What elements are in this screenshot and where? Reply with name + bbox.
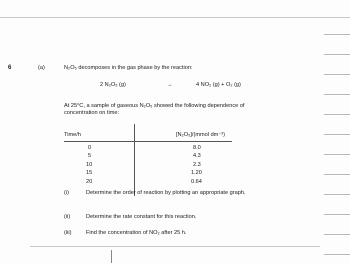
subpart-text: Determine the rate constant for this reaction. xyxy=(86,214,197,220)
answer-rule xyxy=(324,34,350,35)
table-cell-time: 15 xyxy=(86,170,93,176)
condition-line-1: At 25°C, a sample of gaseous N₂O₅ showed the following dependence of xyxy=(64,103,245,109)
answer-rule xyxy=(324,134,350,135)
condition-line-2: concentration on time: xyxy=(64,110,120,116)
table-column-divider xyxy=(134,124,135,196)
top-rule xyxy=(0,17,350,18)
table-cell-time: 20 xyxy=(86,179,93,185)
table-cell-concentration: 2.3 xyxy=(193,162,201,168)
answer-rule xyxy=(324,254,350,255)
table-header-concentration: [N₂O₅]/(mmol dm⁻³) xyxy=(176,132,226,138)
answer-rule xyxy=(324,194,350,195)
table-cell-concentration: 0.64 xyxy=(191,179,202,185)
table-cell-concentration: 4.3 xyxy=(193,153,201,159)
subpart-label: (iii) xyxy=(64,230,72,236)
table-header-time: Time/h xyxy=(64,132,81,138)
question-part: (a) xyxy=(38,65,45,71)
table-cell-time: 10 xyxy=(86,162,93,168)
subpart-text: Determine the order of reaction by plotting an appropriate graph. xyxy=(86,190,246,196)
subpart-label: (i) xyxy=(64,190,69,196)
table-cell-time: 0 xyxy=(88,145,92,151)
equation-rhs: 4 NO₂ (g) + O₂ (g) xyxy=(196,82,241,88)
answer-rule xyxy=(324,154,350,155)
answer-rule xyxy=(324,174,350,175)
equation-lhs: 2 N₂O₅ (g) xyxy=(100,82,126,88)
table-cell-time: 5 xyxy=(88,153,92,159)
answer-rule xyxy=(324,234,350,235)
pencil-mark xyxy=(111,250,112,263)
equation-arrow: → xyxy=(167,82,173,88)
answer-rule xyxy=(324,214,350,215)
bottom-rule xyxy=(30,246,320,247)
answer-rule xyxy=(324,74,350,75)
table-cell-concentration: 1.20 xyxy=(191,170,202,176)
question-number: 6 xyxy=(8,65,12,71)
table-cell-concentration: 8.0 xyxy=(193,145,201,151)
table-header-rule xyxy=(64,141,232,142)
question-intro: N₂O₅ decomposes in the gas phase by the reaction: xyxy=(64,65,193,71)
answer-rule xyxy=(324,54,350,55)
subpart-label: (ii) xyxy=(64,214,71,220)
answer-rule xyxy=(324,114,350,115)
answer-rule xyxy=(324,94,350,95)
subpart-text: Find the concentration of NO₂ after 25 h. xyxy=(86,230,187,236)
